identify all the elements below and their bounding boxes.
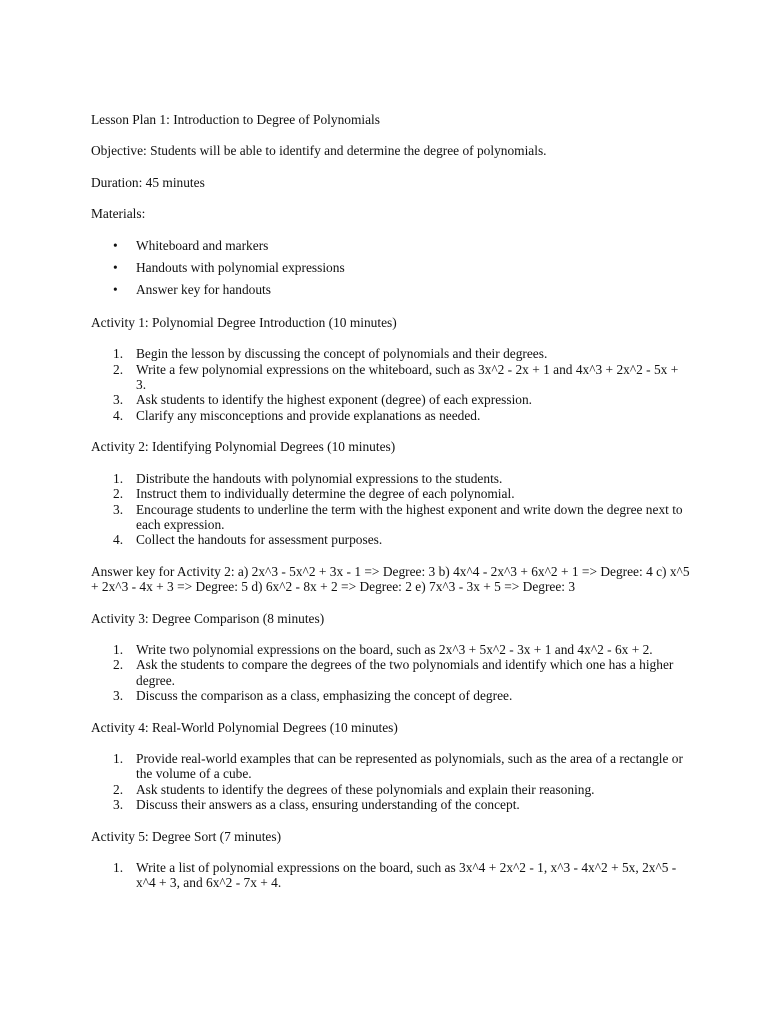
list-item: 1. Write two polynomial expressions on the board, such as 2x^3 + 5x^2 - 3x + 1 and 4x^2 - 6x + 2. xyxy=(113,641,653,657)
bullet-icon: • xyxy=(113,237,118,253)
activity2-heading: Activity 2: Identifying Polynomial Degrees (10 minutes) xyxy=(91,439,396,455)
activity3-heading: Activity 3: Degree Comparison (8 minutes) xyxy=(91,610,325,626)
activity1-steps xyxy=(91,346,691,423)
list-item: • Answer key for handouts xyxy=(113,282,271,298)
activity5-steps xyxy=(91,860,691,891)
list-item: 1. Distribute the handouts with polynomial expressions to the students. xyxy=(113,470,503,486)
bullet-icon: • xyxy=(113,282,118,298)
objective: Objective: Students will be able to identify and determine the degree of polynomials. xyxy=(91,143,547,159)
list-item: 1. Provide real-world examples that can be represented as polynomials, such as the area of a rectangle or the volume of a cube. xyxy=(113,750,683,782)
materials-heading: Materials: xyxy=(91,206,146,222)
list-item: • Handouts with polynomial expressions xyxy=(113,260,345,276)
activity4-steps xyxy=(91,751,691,813)
list-item: 4. Collect the handouts for assessment purposes. xyxy=(113,532,383,548)
list-item: • Whiteboard and markers xyxy=(113,237,269,253)
list-item: 4. Clarify any misconceptions and provide explanations as needed. xyxy=(113,407,481,423)
list-item: 2. Ask students to identify the degrees of these polynomials and explain their reasoning. xyxy=(113,781,595,797)
answer-key: Answer key for Activity 2: a) 2x^3 - 5x^2 + 3x - 1 => Degree: 3 b) 4x^4 - 2x^3 + 6x^2 + 1 => Degree: 4 c) x^5 + 2x^3 - 4x + 3 => Degree: 5 d) 6x^2 - 8x + 2 => Degree: 2 e) 7x^3 - 3x + 5 => Degree: 3 xyxy=(91,563,690,595)
activity1-heading: Activity 1: Polynomial Degree Introduction (10 minutes) xyxy=(91,314,397,330)
activity5-heading: Activity 5: Degree Sort (7 minutes) xyxy=(91,828,282,844)
list-item: 1. Begin the lesson by discussing the concept of polynomials and their degrees. xyxy=(113,346,548,362)
list-item: 2. Write a few polynomial expressions on the whiteboard, such as 3x^2 - 2x + 1 and 4x^3 + 2x^2 - 5x + 3. xyxy=(113,361,679,393)
activity4-heading: Activity 4: Real-World Polynomial Degrees (10 minutes) xyxy=(91,719,398,735)
list-item: 3. Discuss their answers as a class, ensuring understanding of the concept. xyxy=(113,797,520,813)
bullet-icon: • xyxy=(113,260,118,276)
list-item: 2. Instruct them to individually determine the degree of each polynomial. xyxy=(113,486,515,502)
activity3-steps xyxy=(91,642,691,704)
duration: Duration: 45 minutes xyxy=(91,174,205,190)
list-item: 3. Ask students to identify the highest exponent (degree) of each expression. xyxy=(113,392,533,408)
document-page xyxy=(91,112,691,907)
list-item: 3. Discuss the comparison as a class, emphasizing the concept of degree. xyxy=(113,688,513,704)
materials-list xyxy=(91,238,691,298)
list-item: 2. Ask the students to compare the degrees of the two polynomials and identify which one has a higher degree. xyxy=(113,657,674,688)
list-item: 1. Write a list of polynomial expressions on the board, such as 3x^4 + 2x^2 - 1, x^3 - 4x^2 + 5x, 2x^5 - x^4 + 3, and 6x^2 - 7x + 4. xyxy=(113,860,677,891)
lesson-title: Lesson Plan 1: Introduction to Degree of Polynomials xyxy=(91,112,380,127)
list-item: 3. Encourage students to underline the term with the highest exponent and write down the degree next to each expression. xyxy=(113,501,683,532)
activity2-steps xyxy=(91,471,691,548)
